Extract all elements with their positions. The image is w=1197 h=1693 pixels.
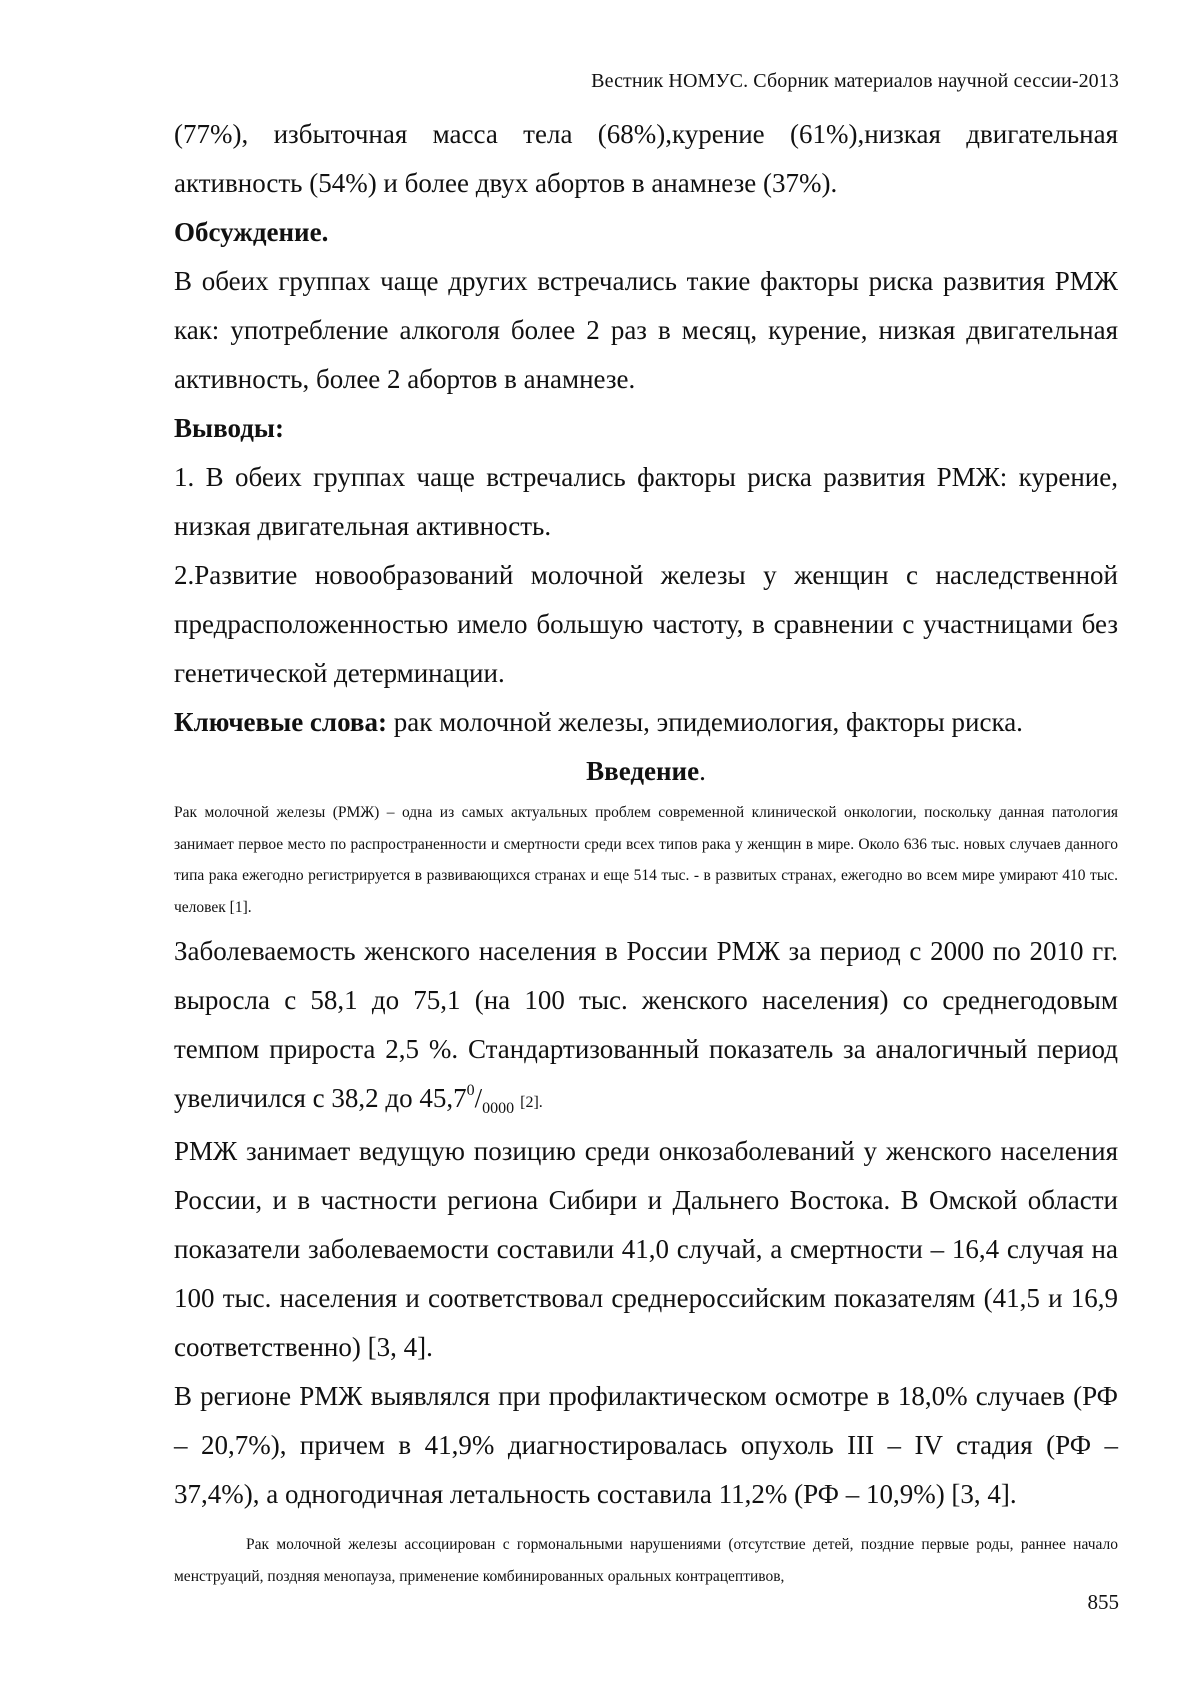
introduction-title-text: Введение [586, 756, 700, 786]
conclusions-heading: Выводы: [174, 413, 284, 443]
incidence-text: Заболеваемость женского населения в России РМЖ за период с 2000 по 2010 гг. выросла с 58,1 до 75,1 (на 100 тыс. женского населения) со среднегодовым темпом прироста 2,5 %. Стандартизованный показатель за аналогичный период увеличился с 38,2 до 45,7 [174, 936, 1118, 1113]
incidence-reference: [2]. [520, 1094, 543, 1111]
paragraph-risk-factors: (77%), избыточная масса тела (68%),курение (61%),низкая двигательная активность (54%) и более двух абортов в анамнезе (37%). [174, 119, 1118, 198]
keywords-line [174, 698, 1118, 747]
page-body [174, 110, 1118, 1596]
screening-paragraph: В регионе РМЖ выявлялся при профилактическом осмотре в 18,0% случаев (РФ – 20,7%), причем в 41,9% диагностировалась опухоль III – IV стадия (РФ – 37,4%), а одногодичная летальность составила 11,2% (РФ – 10,9%) [3, 4]. [174, 1381, 1118, 1509]
introduction-title [174, 749, 1118, 793]
discussion-heading: Обсуждение. [174, 217, 329, 247]
introduction-small-paragraph: Рак молочной железы (РМЖ) – одна из самых актуальных проблем современной клинической онкологии, поскольку данная патология занимает первое место по распространенности и смертности среди всех типов рака у женщин в мире. Около 636 тыс. новых случаев данного типа рака ежегодно регистрируется в развивающихся странах и еще 514 тыс. - в развитых странах, ежегодно во всем мире умирают 410 тыс. человек [1]. [174, 804, 1118, 916]
hormonal-small-paragraph: Рак молочной железы ассоциирован с гормональными нарушениями (отсутствие детей, поздние первые роды, раннее начало менструаций, поздняя менопауза, применение комбинированных оральных контрацептивов, [174, 1536, 1118, 1585]
incidence-subscript: 0000 [482, 1100, 515, 1117]
keywords-text: рак молочной железы, эпидемиология, факторы риска. [386, 707, 1023, 737]
incidence-paragraph [174, 927, 1118, 1127]
incidence-slash: / [474, 1083, 483, 1113]
page-number: 855 [1087, 1590, 1119, 1614]
incidence-superscript: 0 [466, 1082, 475, 1099]
region-paragraph: РМЖ занимает ведущую позицию среди онкозаболеваний у женского населения России, и в частности региона Сибири и Дальнего Востока. В Омской области показатели заболеваемости составили 41,0 случай, а смертности – 16,4 случая на 100 тыс. населения и соответствовал среднероссийским показателям (41,5 и 16,9 соответственно) [3, 4]. [174, 1136, 1118, 1362]
conclusion-1: 1. В обеих группах чаще встречались факторы риска развития РМЖ: курение, низкая двигательная активность. [174, 462, 1118, 541]
running-header: Вестник НОМУС. Сборник материалов научной сессии-2013 [591, 70, 1119, 92]
introduction-title-dot: . [699, 756, 706, 786]
discussion-text: В обеих группах чаще других встречались такие факторы риска развития РМЖ как: употребление алкоголя более 2 раз в месяц, курение, низкая двигательная активность, более 2 абортов в анамнезе. [174, 266, 1118, 394]
keywords-label: Ключевые слова: [174, 707, 387, 737]
conclusion-2: 2.Развитие новообразований молочной железы у женщин с наследственной предрасположенностью имело большую частоту, в сравнении с участницами без генетической детерминации. [174, 560, 1118, 688]
